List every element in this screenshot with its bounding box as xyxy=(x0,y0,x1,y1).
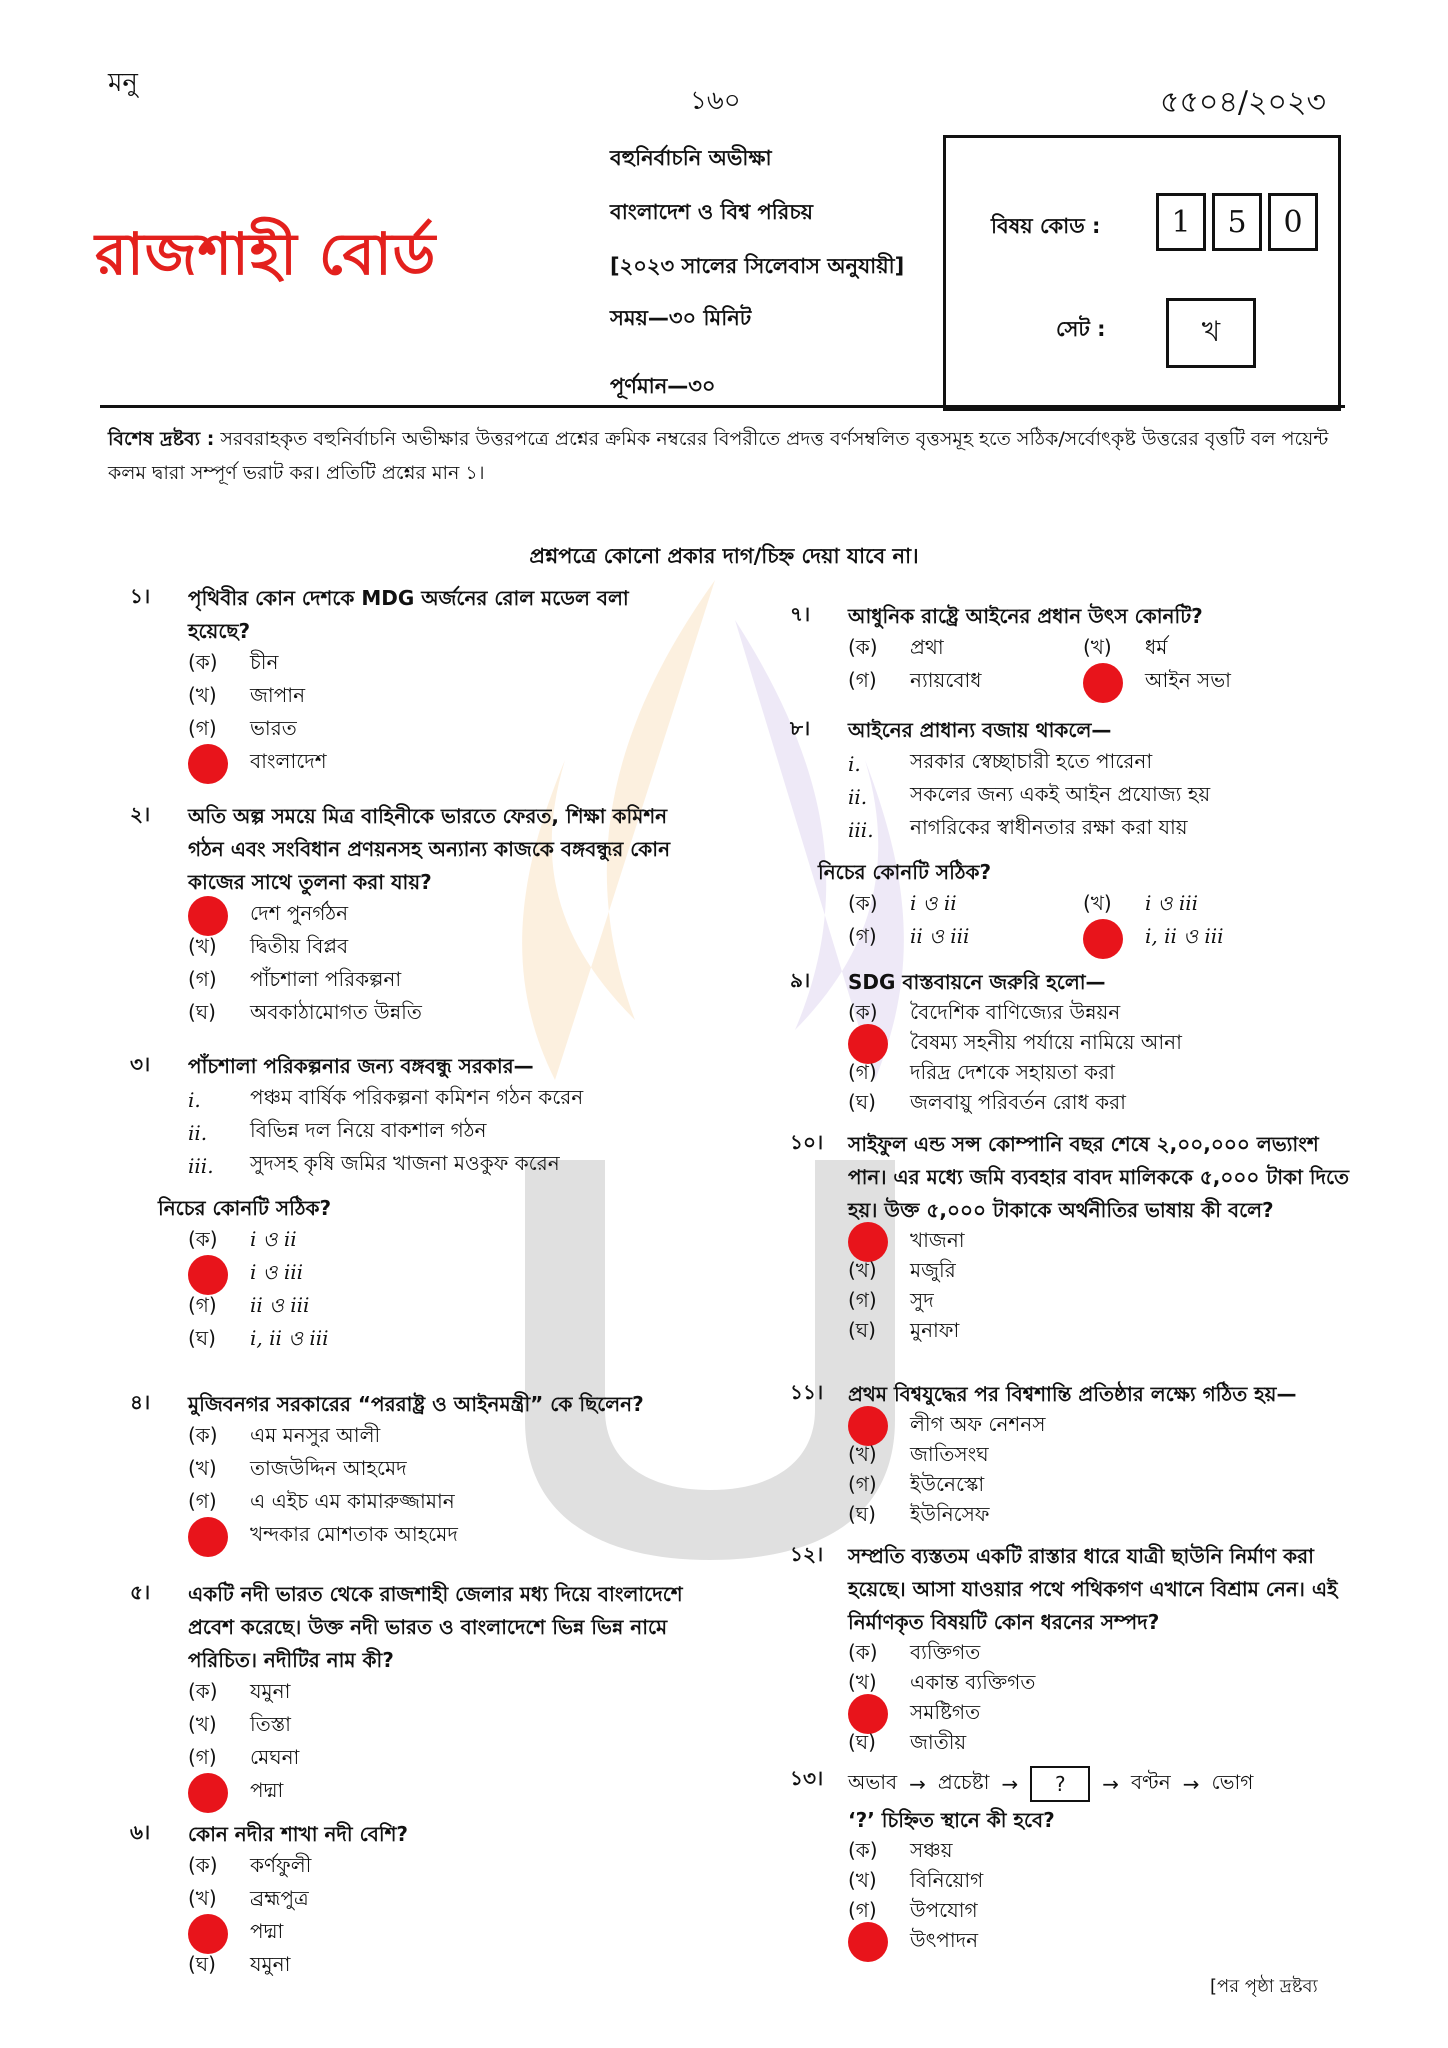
option-text: যমুনা xyxy=(250,1679,291,1703)
option-label: (খ) xyxy=(188,1712,217,1736)
roman-label: ii. xyxy=(188,1120,208,1145)
statement-ii xyxy=(188,1116,690,1149)
arrow-icon: → xyxy=(1001,1772,1019,1796)
subject-name: বাংলাদেশ ও বিশ্ব পরিচয় xyxy=(610,200,814,224)
option-ka[interactable] xyxy=(188,899,690,932)
code-digit: 1 xyxy=(1156,193,1206,251)
option-label: (ক) xyxy=(188,1853,218,1877)
question-number: ২। xyxy=(130,802,151,826)
option-text: মেঘনা xyxy=(250,1745,300,1769)
option-text: i ও iii xyxy=(250,1260,304,1284)
option-ka[interactable] xyxy=(848,1639,1350,1669)
option-text: কর্ণফুলী xyxy=(250,1853,312,1877)
subject-code-digits xyxy=(1156,193,1318,251)
exam-type: বহুনির্বাচনি অভীক্ষা xyxy=(610,146,772,170)
question-9 xyxy=(790,966,1350,1119)
option-text: আইন সভা xyxy=(1145,668,1231,692)
option-label: (খ) xyxy=(848,1669,877,1694)
statement-text: সকলের জন্য একই আইন প্রযোজ্য হয় xyxy=(910,782,1211,806)
option-gha[interactable] xyxy=(848,1317,1350,1347)
option-ka[interactable] xyxy=(848,889,1083,922)
option-label: (ঘ) xyxy=(188,1326,216,1350)
question-8 xyxy=(790,714,1350,955)
option-label: (ক) xyxy=(188,1679,218,1703)
subject-code-box xyxy=(943,135,1341,411)
flow-step: অভাব xyxy=(848,1769,898,1794)
question-number: ১। xyxy=(130,584,151,608)
option-text: জলবায়ু পরিবর্তন রোধ করা xyxy=(910,1089,1126,1114)
question-text: প্রথম বিশ্বযুদ্ধের পর বিশ্বশান্তি প্রতিষ্ঠার লক্ষ্যে গঠিত হয়— xyxy=(848,1382,1297,1406)
option-label: (ক) xyxy=(188,1423,218,1447)
option-text: জাতিসংঘ xyxy=(910,1441,989,1466)
option-ka[interactable] xyxy=(848,999,1350,1029)
option-text: দেশ পুনর্গঠন xyxy=(250,901,349,925)
question-number: ৫। xyxy=(130,1580,151,1604)
option-label: (ক) xyxy=(188,650,218,674)
question-number: ৮। xyxy=(790,716,811,740)
option-text: পাঁচশালা পরিকল্পনা xyxy=(250,967,402,991)
option-text: চীন xyxy=(250,650,279,674)
option-text: i ও ii xyxy=(250,1227,297,1251)
option-label: (ঘ) xyxy=(848,1089,876,1114)
option-text: সমষ্টিগত xyxy=(910,1699,981,1724)
option-label: (গ) xyxy=(188,1293,217,1317)
option-ga[interactable] xyxy=(848,1699,1350,1729)
question-3 xyxy=(130,1050,690,1357)
arrow-icon: → xyxy=(1102,1772,1120,1796)
option-ga[interactable] xyxy=(188,714,690,747)
production-flow xyxy=(848,1764,1253,1804)
option-ka[interactable] xyxy=(188,1851,690,1884)
option-label: (ঘ) xyxy=(848,1317,876,1342)
option-ka[interactable] xyxy=(188,1677,690,1710)
option-label: (গ) xyxy=(848,1287,877,1312)
exam-code: ৫৫০৪/২০২৩ xyxy=(1160,85,1327,120)
option-text: মুনাফা xyxy=(910,1317,960,1342)
option-gha[interactable] xyxy=(848,1501,1350,1531)
answer-mark xyxy=(1083,919,1123,959)
roman-label: ii. xyxy=(848,784,868,809)
notice-label: বিশেষ দ্রষ্টব্য : xyxy=(108,428,215,450)
roman-label: i. xyxy=(188,1087,201,1112)
set-value: খ xyxy=(1166,298,1256,368)
option-ga[interactable] xyxy=(848,1471,1350,1501)
option-ka[interactable] xyxy=(848,1411,1350,1441)
question-number: ৪। xyxy=(130,1390,151,1414)
flow-step: বণ্টন xyxy=(1131,1769,1171,1794)
option-ga[interactable] xyxy=(188,1291,690,1324)
answer-mark xyxy=(848,1922,888,1962)
answer-mark xyxy=(188,1773,228,1813)
board-name: রাজশাহী বোর্ড xyxy=(95,220,437,288)
question-text: সম্প্রতি ব্যস্ততম একটি রাস্তার ধারে যাত্রী ছাউনি নির্মাণ করা হয়েছে। আসা যাওয়ার পথে পথিকগণ এখানে বিশ্রাম নেন। এই নির্মাণকৃত বিষয়টি কোন ধরনের সম্পদ? xyxy=(848,1544,1338,1634)
option-text: ব্যক্তিগত xyxy=(910,1639,981,1664)
option-kha[interactable] xyxy=(1083,633,1318,666)
question-number: ৬। xyxy=(130,1820,151,1844)
question-text: সাইফুল এন্ড সন্স কোম্পানি বছর শেষে ২,০০,০০০ লভ্যাংশ পান। এর মধ্যে জমি ব্যবহার বাবদ মালিককে ৫,০০০ টাকা দিতে হয়। উক্ত ৫,০০০ টাকাকে অর্থনীতির ভাষায় কী বলে? xyxy=(848,1132,1350,1222)
next-page-note: [পর পৃষ্ঠা দ্রষ্টব্য xyxy=(1210,1976,1318,1997)
notice-text: সরবরাহকৃত বহুনির্বাচনি অভীক্ষার উত্তরপত্রে প্রশ্নের ক্রমিক নম্বরের বিপরীতে প্রদত্ত বর্ণসম্বলিত বৃত্তসমূহ হতে সঠিক/সর্বোৎকৃষ্ট উত্তরের বৃত্তটি বল পয়েন্ট কলম দ্বারা সম্পূর্ণ ভরাট কর। প্রতিটি প্রশ্নের মান ১। xyxy=(108,428,1329,484)
statement-i xyxy=(848,747,1350,780)
question-13 xyxy=(790,1764,1350,1957)
option-label: (খ) xyxy=(188,1456,217,1480)
option-ga[interactable] xyxy=(188,1917,690,1950)
option-gha[interactable] xyxy=(188,998,690,1031)
option-text: বিনিয়োগ xyxy=(910,1867,984,1892)
option-text: তাজউদ্দিন আহমেদ xyxy=(250,1456,407,1480)
question-10 xyxy=(790,1128,1350,1347)
option-text: পদ্মা xyxy=(250,1919,284,1943)
option-label: (গ) xyxy=(848,1059,877,1084)
option-text: i, ii ও iii xyxy=(250,1326,329,1350)
option-text: এ এইচ এম কামারুজ্জামান xyxy=(250,1489,455,1513)
option-kha[interactable] xyxy=(848,1867,1350,1897)
option-text: বৈষম্য সহনীয় পর্যায়ে নামিয়ে আনা xyxy=(910,1029,1182,1054)
option-label: (খ) xyxy=(188,683,217,707)
flow-step: প্রচেষ্টা xyxy=(937,1769,990,1794)
option-text: ইউনেস্কো xyxy=(910,1471,985,1496)
option-gha[interactable] xyxy=(848,1089,1350,1119)
option-label: (খ) xyxy=(848,1867,877,1892)
statement-text: সরকার স্বেচ্ছাচারী হতে পারেনা xyxy=(910,749,1153,773)
question-number: ১৩। xyxy=(790,1766,824,1790)
option-text: মজুরি xyxy=(910,1257,956,1282)
statement-text: নাগরিকের স্বাধীনতার রক্ষা করা যায় xyxy=(910,815,1188,839)
option-ga[interactable] xyxy=(848,1897,1350,1927)
question-text: SDG বাস্তবায়নে জরুরি হলো— xyxy=(848,970,1106,994)
option-label: (খ) xyxy=(188,934,217,958)
option-label: (ঘ) xyxy=(188,1952,216,1976)
option-label: (গ) xyxy=(848,924,877,948)
option-ga[interactable] xyxy=(188,1743,690,1776)
option-gha[interactable] xyxy=(1083,922,1318,955)
option-text: ইউনিসেফ xyxy=(910,1501,990,1526)
option-ga[interactable] xyxy=(188,965,690,998)
option-text: খাজনা xyxy=(910,1227,965,1252)
option-label: (ক) xyxy=(848,635,878,659)
option-kha[interactable] xyxy=(848,1029,1350,1059)
question-text: একটি নদী ভারত থেকে রাজশাহী জেলার মধ্য দিয়ে বাংলাদেশে প্রবেশ করেছে। উক্ত নদী ভারত ও বাংলাদেশে ভিন্ন ভিন্ন নামে পরিচিত। নদীটির নাম কী? xyxy=(188,1582,683,1672)
statement-iii xyxy=(848,813,1350,846)
option-text: i ও iii xyxy=(1145,891,1199,915)
question-1 xyxy=(130,582,690,780)
roman-label: iii. xyxy=(188,1153,214,1178)
option-kha[interactable] xyxy=(848,1669,1350,1699)
option-kha[interactable] xyxy=(1083,889,1318,922)
question-text: মুজিবনগর সরকারের “পররাষ্ট্র ও আইনমন্ত্রী” কে ছিলেন? xyxy=(188,1392,644,1416)
option-label: (ঘ) xyxy=(188,1000,216,1024)
roman-label: iii. xyxy=(848,817,874,842)
option-text: দ্বিতীয় বিপ্লব xyxy=(250,934,349,958)
option-label: (খ) xyxy=(848,1257,877,1282)
option-label: (গ) xyxy=(188,967,217,991)
option-label: (গ) xyxy=(188,1489,217,1513)
option-ga[interactable] xyxy=(848,1059,1350,1089)
option-label: (ক) xyxy=(848,891,878,915)
option-ga[interactable] xyxy=(188,1487,690,1520)
question-number: ১০। xyxy=(790,1130,824,1154)
answer-mark xyxy=(188,896,228,936)
question-number: ৭। xyxy=(790,602,811,626)
option-ka[interactable] xyxy=(188,1421,690,1454)
option-label: (গ) xyxy=(848,1897,877,1922)
arrow-icon: → xyxy=(1182,1772,1200,1796)
option-kha[interactable] xyxy=(188,1258,690,1291)
option-kha[interactable] xyxy=(848,1257,1350,1287)
statement-iii xyxy=(188,1149,690,1182)
special-notice xyxy=(108,422,1348,490)
question-11 xyxy=(790,1378,1350,1531)
option-text: সুদ xyxy=(910,1287,934,1312)
code-digit: 5 xyxy=(1212,193,1262,251)
statement-ii xyxy=(848,780,1350,813)
question-text: আধুনিক রাষ্ট্রে আইনের প্রধান উৎস কোনটি? xyxy=(848,604,1203,628)
option-text: এম মনসুর আলী xyxy=(250,1423,381,1447)
option-label: (ক) xyxy=(848,999,878,1024)
option-gha[interactable] xyxy=(188,1950,690,1983)
syllabus-note: [২০২৩ সালের সিলেবাস অনুযায়ী] xyxy=(610,254,905,278)
option-gha[interactable] xyxy=(188,1776,690,1809)
answer-mark xyxy=(188,1914,228,1954)
statement-text: পঞ্চম বার্ষিক পরিকল্পনা কমিশন গঠন করেন xyxy=(250,1085,584,1109)
option-label: (ঘ) xyxy=(848,1729,876,1754)
full-marks: পূর্ণমান—৩০ xyxy=(610,374,716,398)
option-text: ii ও iii xyxy=(910,924,970,948)
answer-mark xyxy=(188,1517,228,1557)
flow-blank: ? xyxy=(1030,1766,1090,1802)
answer-mark xyxy=(188,1255,228,1295)
option-kha[interactable] xyxy=(188,681,690,714)
question-number: ১২। xyxy=(790,1542,824,1566)
option-ka[interactable] xyxy=(848,1227,1350,1257)
option-text: বাংলাদেশ xyxy=(250,749,327,773)
option-text: ধর্ম xyxy=(1145,635,1168,659)
question-number: ৩। xyxy=(130,1052,151,1076)
answer-mark xyxy=(188,744,228,784)
question-prompt: নিচের কোনটি সঠিক? xyxy=(158,1196,332,1220)
option-label: (ক) xyxy=(848,1639,878,1664)
option-ka[interactable] xyxy=(848,633,1083,666)
option-label: (ক) xyxy=(188,1227,218,1251)
option-text: ব্রহ্মপুত্র xyxy=(250,1886,309,1910)
question-12 xyxy=(790,1540,1350,1759)
option-kha[interactable] xyxy=(188,1454,690,1487)
question-6 xyxy=(130,1818,690,1983)
option-text: দরিদ্র দেশকে সহায়তা করা xyxy=(910,1059,1115,1084)
statement-text: বিভিন্ন দল নিয়ে বাকশাল গঠন xyxy=(250,1118,487,1142)
option-ga[interactable] xyxy=(848,1287,1350,1317)
option-label: (খ) xyxy=(1083,635,1112,659)
question-5 xyxy=(130,1578,690,1809)
option-text: উপযোগ xyxy=(910,1897,978,1922)
option-label: (গ) xyxy=(188,1745,217,1769)
option-text: ii ও iii xyxy=(250,1293,310,1317)
subject-code-label: বিষয় কোড : xyxy=(991,214,1101,238)
option-text: যমুনা xyxy=(250,1952,291,1976)
question-text: ‘?’ চিহ্নিত স্থানে কী হবে? xyxy=(848,1808,1055,1832)
option-label: (গ) xyxy=(188,716,217,740)
option-text: জাপান xyxy=(250,683,306,707)
option-text: ন্যায়বোধ xyxy=(910,668,982,692)
no-mark-warning: প্রশ্নপত্রে কোনো প্রকার দাগ/চিহ্ন দেয়া যাবে না। xyxy=(529,544,919,568)
option-ka[interactable] xyxy=(848,1837,1350,1867)
option-ga[interactable] xyxy=(848,666,1083,699)
question-2 xyxy=(130,800,690,1031)
question-prompt: নিচের কোনটি সঠিক? xyxy=(818,860,992,884)
question-number: ৯। xyxy=(790,968,811,992)
question-text: পাঁচশালা পরিকল্পনার জন্য বঙ্গবন্ধু সরকার— xyxy=(188,1054,534,1078)
option-ka[interactable] xyxy=(188,648,690,681)
question-text: আইনের প্রাধান্য বজায় থাকলে— xyxy=(848,718,1112,742)
question-text: কোন নদীর শাখা নদী বেশি? xyxy=(188,1822,408,1846)
option-gha[interactable] xyxy=(188,1520,690,1553)
option-ga[interactable] xyxy=(848,922,1083,955)
code-digit: 0 xyxy=(1268,193,1318,251)
option-text: ভারত xyxy=(250,716,297,740)
option-kha[interactable] xyxy=(848,1441,1350,1471)
option-gha[interactable] xyxy=(188,1324,690,1357)
option-text: অবকাঠামোগত উন্নতি xyxy=(250,1000,422,1024)
option-kha[interactable] xyxy=(188,932,690,965)
option-text: বৈদেশিক বাণিজ্যের উন্নয়ন xyxy=(910,999,1121,1024)
page-number: ১৬০ xyxy=(690,86,741,116)
option-gha[interactable] xyxy=(848,1927,1350,1957)
option-gha[interactable] xyxy=(1083,666,1318,699)
option-text: প্রথা xyxy=(910,635,944,659)
option-text: একান্ত ব্যক্তিগত xyxy=(910,1669,1036,1694)
header-divider xyxy=(100,405,1345,408)
option-ka[interactable] xyxy=(188,1225,690,1258)
question-7 xyxy=(790,600,1350,699)
statement-i xyxy=(188,1083,690,1116)
option-label: (ঘ) xyxy=(848,1501,876,1526)
option-label: (খ) xyxy=(188,1886,217,1910)
option-gha[interactable] xyxy=(848,1729,1350,1759)
flow-step: ভোগ xyxy=(1211,1769,1254,1794)
question-4 xyxy=(130,1388,690,1553)
exam-time: সময়—৩০ মিনিট xyxy=(610,306,752,330)
option-text: জাতীয় xyxy=(910,1729,967,1754)
corner-note: মনু xyxy=(108,68,138,98)
option-label: (গ) xyxy=(848,668,877,692)
roman-label: i. xyxy=(848,751,861,776)
question-text: অতি অল্প সময়ে মিত্র বাহিনীকে ভারতে ফেরত, শিক্ষা কমিশন গঠন এবং সংবিধান প্রণয়নসহ অন্যান্য কাজকে বঙ্গবন্ধুর কোন কাজের সাথে তুলনা করা যায়? xyxy=(188,804,671,894)
answer-mark xyxy=(1083,663,1123,703)
option-text: খন্দকার মোশতাক আহমেদ xyxy=(250,1522,458,1546)
question-number: ১১। xyxy=(790,1380,824,1404)
option-text: পদ্মা xyxy=(250,1778,284,1802)
option-text: সঞ্চয় xyxy=(910,1837,953,1862)
option-text: i ও ii xyxy=(910,891,957,915)
option-gha[interactable] xyxy=(188,747,690,780)
arrow-icon: → xyxy=(909,1772,926,1796)
option-label: (ক) xyxy=(848,1837,878,1862)
option-kha[interactable] xyxy=(188,1710,690,1743)
option-text: লীগ অফ নেশনস xyxy=(910,1411,1046,1436)
option-label: (খ) xyxy=(848,1441,877,1466)
option-text: তিস্তা xyxy=(250,1712,291,1736)
statement-text: সুদসহ কৃষি জমির খাজনা মওকুফ করেন xyxy=(250,1151,560,1175)
option-text: উৎপাদন xyxy=(910,1927,979,1952)
option-label: (খ) xyxy=(1083,891,1112,915)
option-label: (গ) xyxy=(848,1471,877,1496)
set-label: সেট : xyxy=(1056,317,1106,341)
question-text: পৃথিবীর কোন দেশকে MDG অর্জনের রোল মডেল বলা হয়েছে? xyxy=(188,586,629,643)
option-kha[interactable] xyxy=(188,1884,690,1917)
option-text: i, ii ও iii xyxy=(1145,924,1224,948)
